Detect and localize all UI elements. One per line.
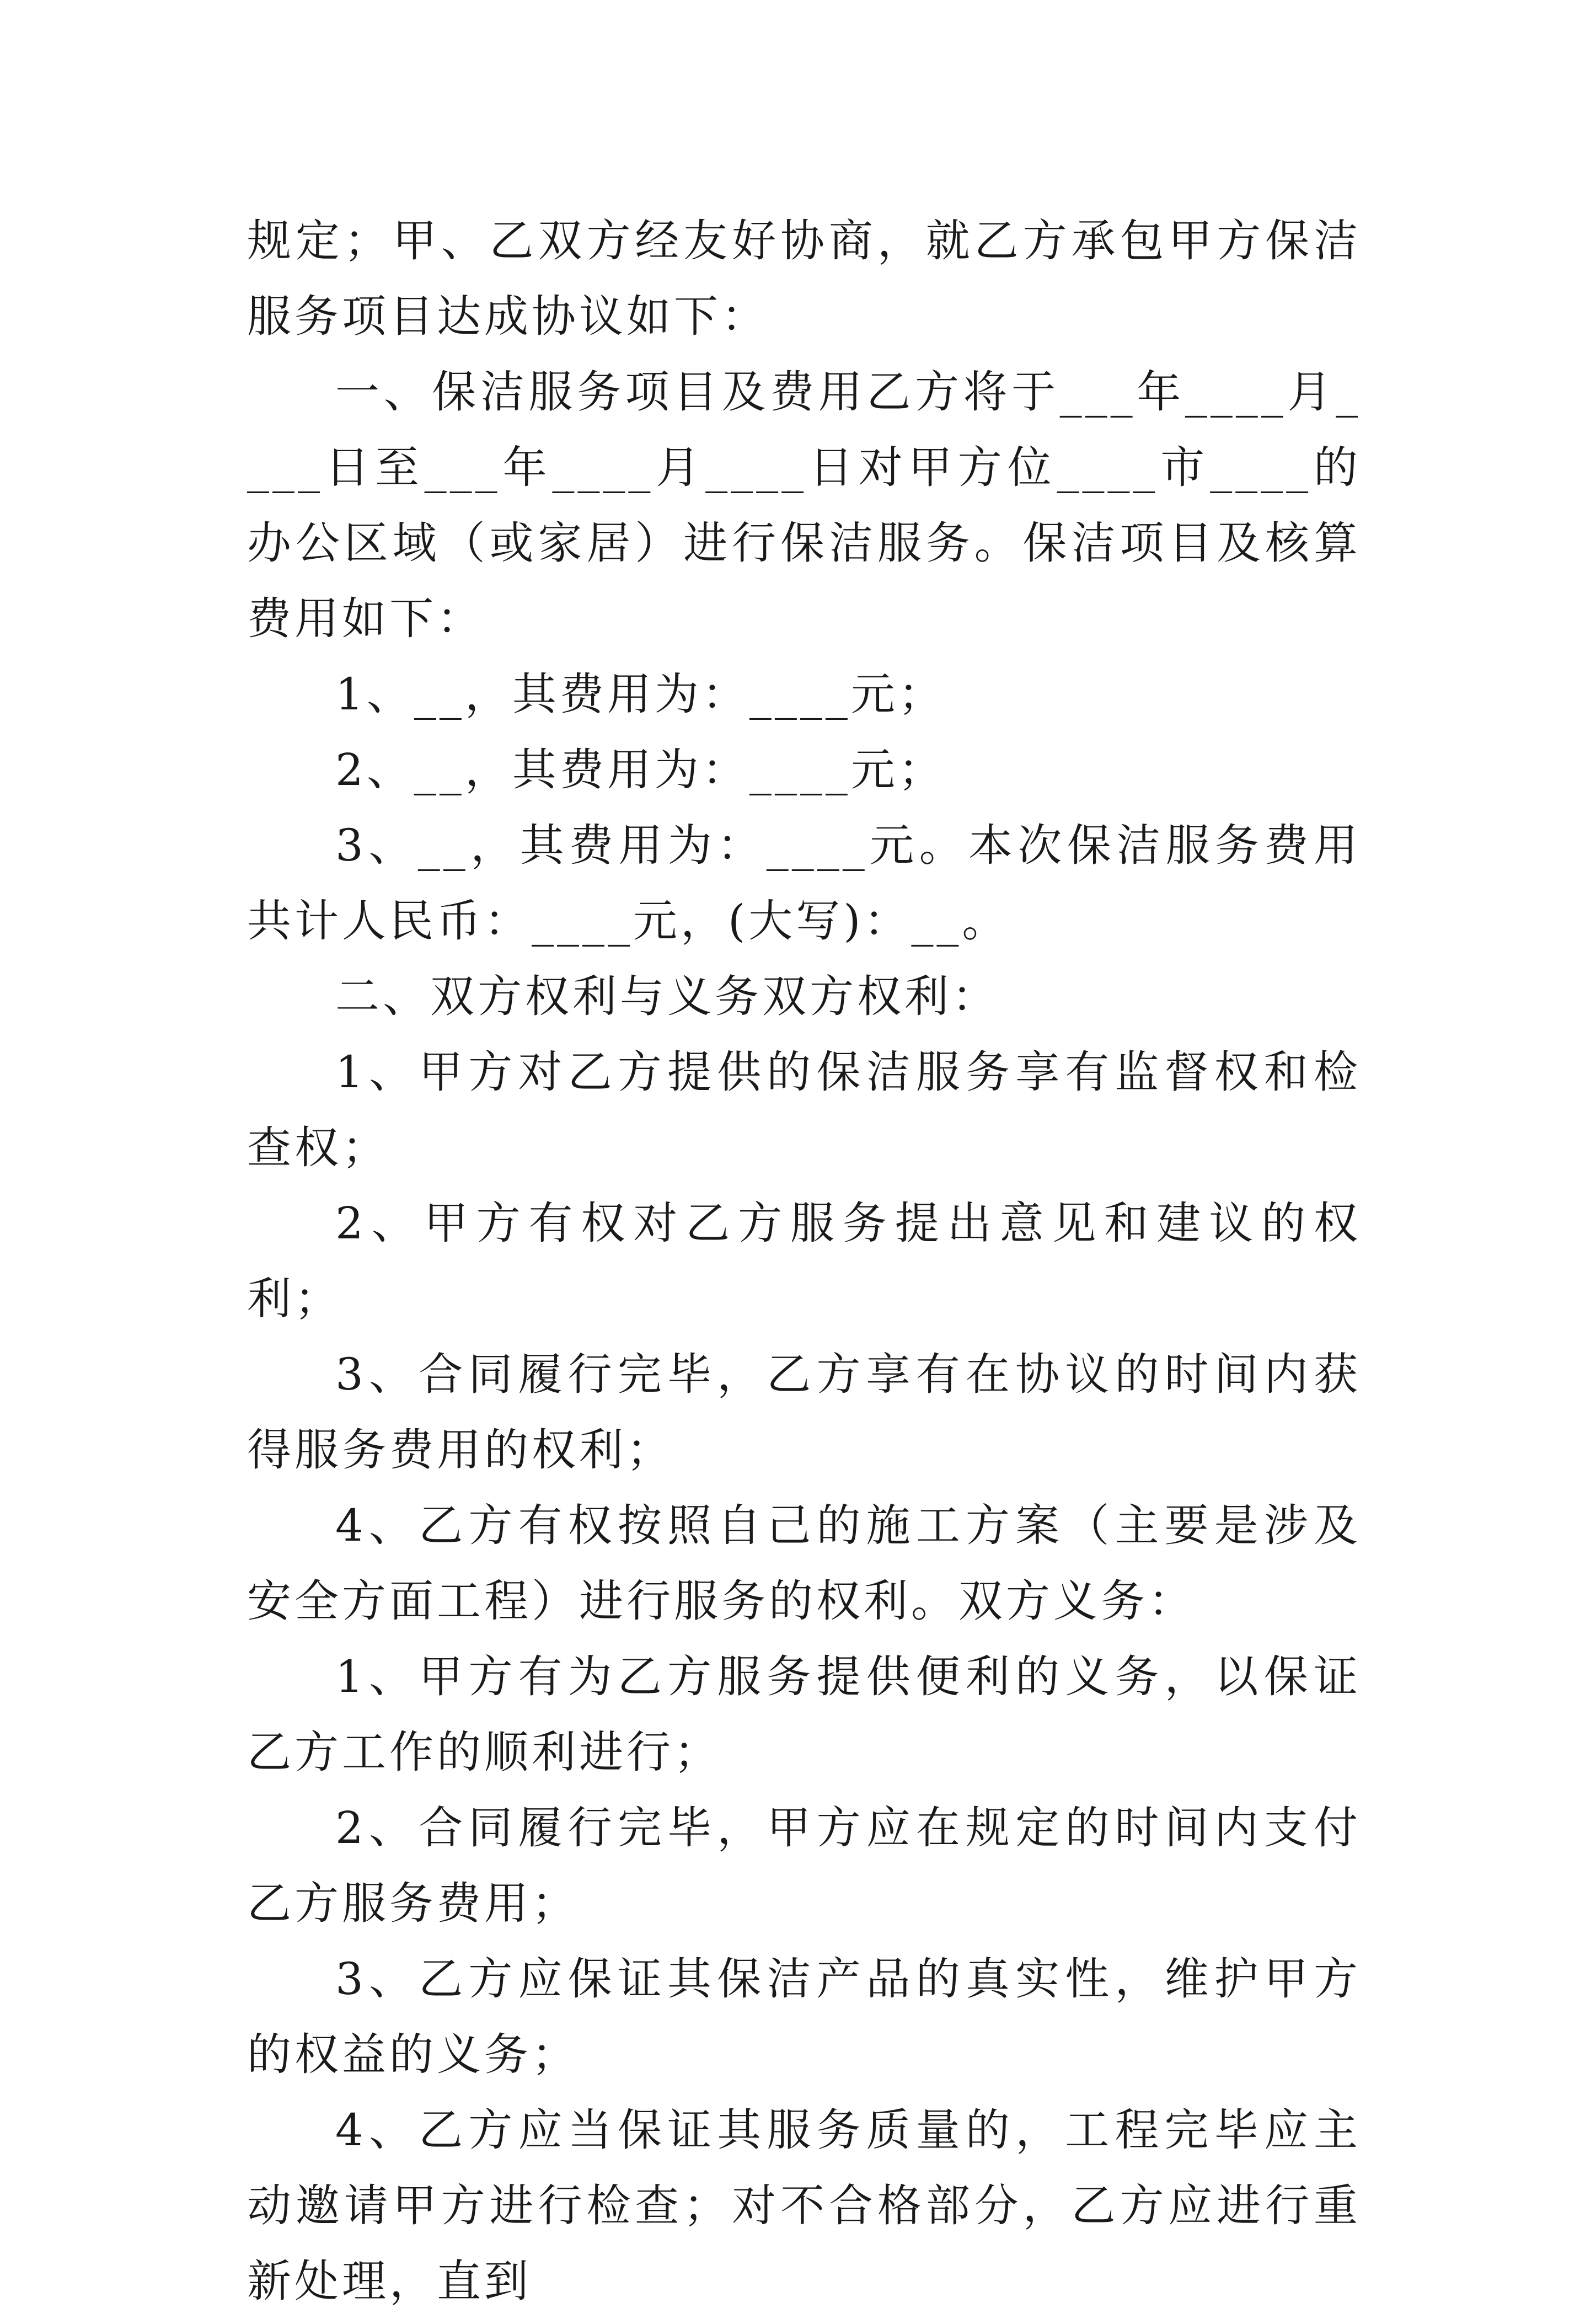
- paragraph-fee-item-1: 1、__，其费用为：____元；: [335, 669, 946, 720]
- paragraph-obligation-4: 4、乙方应当保证其服务质量的，工程完毕应主动邀请甲方进行检查；对不合格部分，乙方应进行重新处理，直到: [247, 2104, 1361, 2307]
- paragraph-right-3: 3、合同履行完毕，乙方享有在协议的时间内获得服务费用的权利；: [247, 1349, 1361, 1476]
- paragraph-right-4: 4、乙方有权按照自己的施工方案（主要是涉及安全方面工程）进行服务的权利。双方义务：: [247, 1500, 1361, 1627]
- paragraph-fee-item-2: 2、__，其费用为：____元；: [335, 744, 946, 795]
- document-body: [247, 203, 1361, 2319]
- paragraph-right-2: 2、甲方有权对乙方服务提出意见和建议的权利；: [247, 1198, 1361, 1324]
- paragraph-right-1: 1、甲方对乙方提供的保洁服务享有监督权和检查权；: [247, 1046, 1361, 1173]
- paragraph-obligation-1: 1、甲方有为乙方服务提供便利的义务，以保证乙方工作的顺利进行；: [247, 1651, 1361, 1778]
- paragraph-obligation-3: 3、乙方应保证其保洁产品的真实性，维护甲方的权益的义务；: [247, 1953, 1361, 2080]
- paragraph-service-items-and-fees: 一、保洁服务项目及费用乙方将于___年____月____日至___年____月____日对甲方位____市____的办公区域（或家居）进行保洁服务。保洁项目及核算费用如下：: [247, 366, 1361, 644]
- paragraph-obligation-2: 2、合同履行完毕，甲方应在规定的时间内支付乙方服务费用；: [247, 1802, 1361, 1929]
- paragraph-fee-item-3: 3、__，其费用为：____元。本次保洁服务费用共计人民币：____元，(大写)：__。: [247, 820, 1361, 947]
- paragraph-rights-and-obligations-heading: 二、双方权利与义务双方权利：: [335, 971, 999, 1022]
- paragraph-continuation: 规定；甲、乙双方经友好协商，就乙方承包甲方保洁服务项目达成协议如下：: [247, 215, 1361, 342]
